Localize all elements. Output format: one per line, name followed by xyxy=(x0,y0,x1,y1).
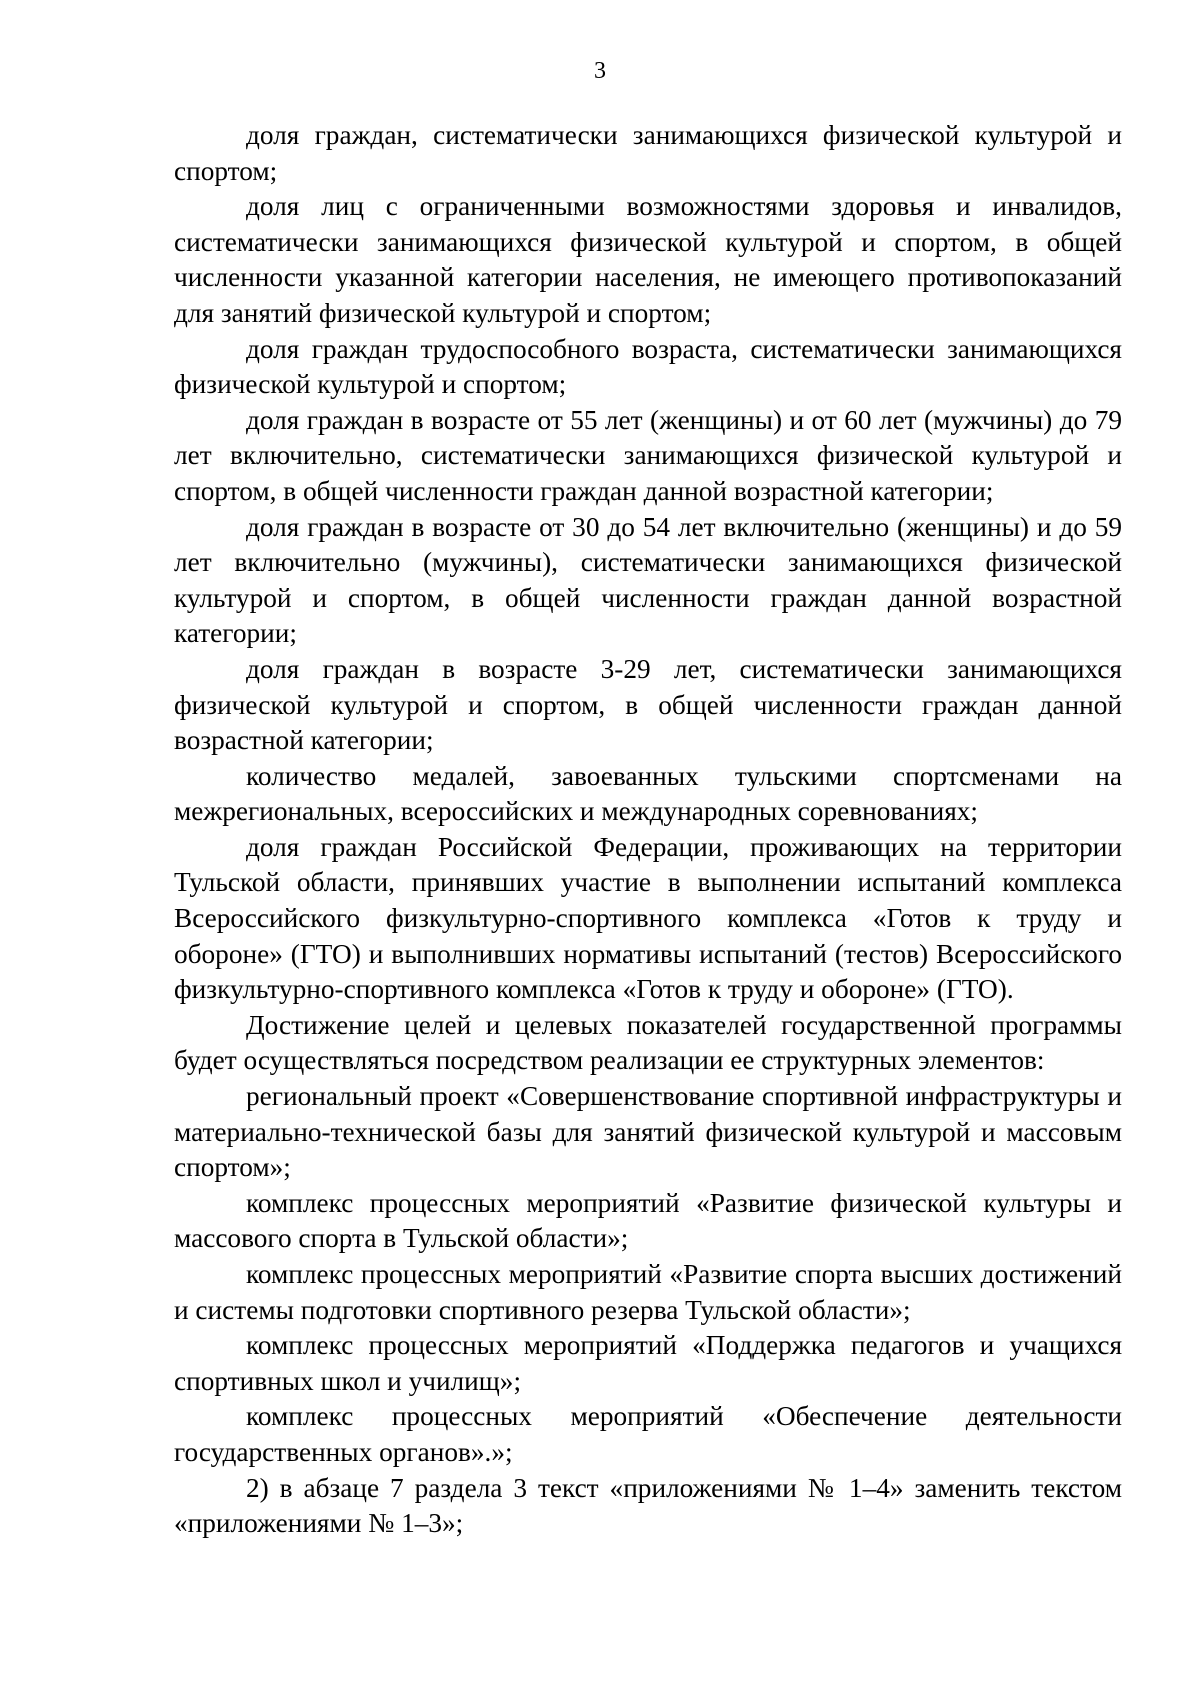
paragraph: доля граждан трудоспособного возраста, систематически занимающихся физической культурой и спортом; xyxy=(174,333,1122,400)
paragraph: доля граждан в возрасте от 30 до 54 лет включительно (женщины) и до 59 лет включительно (мужчины), систематически занимающихся физической культурой и спортом, в общей численности граждан данной возрастной категории; xyxy=(174,511,1122,649)
paragraph: комплекс процессных мероприятий «Поддержка педагогов и учащихся спортивных школ и училищ»; xyxy=(174,1330,1122,1396)
paragraph: доля граждан в возрасте 3-29 лет, систематически занимающихся физической культурой и спортом, в общей численности граждан данной возрастной категории; xyxy=(174,653,1122,756)
paragraph: доля граждан в возрасте от 55 лет (женщины) и от 60 лет (мужчины) до 79 лет включительно, систематически занимающихся физической культурой и спортом, в общей численности граждан данной возрастной категории; xyxy=(174,404,1122,506)
paragraph: комплекс процессных мероприятий «Развитие физической культуры и массового спорта в Тульской области»; xyxy=(174,1187,1122,1254)
paragraph: 2) в абзаце 7 раздела 3 текст «приложениями № 1–4» заменить текстом «приложениями № 1–3»; xyxy=(174,1472,1122,1539)
paragraph: количество медалей, завоеванных тульскими спортсменами на межрегиональных, всероссийских и международных соревнованиях; xyxy=(174,760,1122,827)
paragraph: региональный проект «Совершенствование спортивной инфраструктуры и материально-технической базы для занятий физической культурой и массовым спортом»; xyxy=(174,1081,1122,1183)
paragraph: Достижение целей и целевых показателей государственной программы будет осуществляться посредством реализации ее структурных элементов: xyxy=(174,1009,1122,1076)
paragraph: комплекс процессных мероприятий «Обеспечение деятельности государственных органов».»; xyxy=(174,1401,1122,1467)
paragraph: доля граждан, систематически занимающихся физической культурой и спортом; xyxy=(174,120,1122,186)
page-number: 3 xyxy=(594,58,606,84)
paragraph: комплекс процессных мероприятий «Развитие спорта высших достижений и системы подготовки спортивного резерва Тульской области»; xyxy=(174,1259,1122,1325)
paragraph: доля граждан Российской Федерации, проживающих на территории Тульской области, принявших участие в выполнении испытаний комплекса Всероссийского физкультурно-спортивного комплекса «Готов к труду и обороне» (ГТО) и выполнивших нормативы испытаний (тестов) Всероссийского физкультурно-спортивного комплекса «Готов к труду и обороне» (ГТО). xyxy=(174,831,1122,1005)
paragraph: доля лиц с ограниченными возможностями здоровья и инвалидов, систематически занимающихся физической культурой и спортом, в общей численности указанной категории населения, не имеющего противопоказаний для занятий физической культурой и спортом; xyxy=(174,191,1122,328)
document-body xyxy=(174,118,1122,1542)
